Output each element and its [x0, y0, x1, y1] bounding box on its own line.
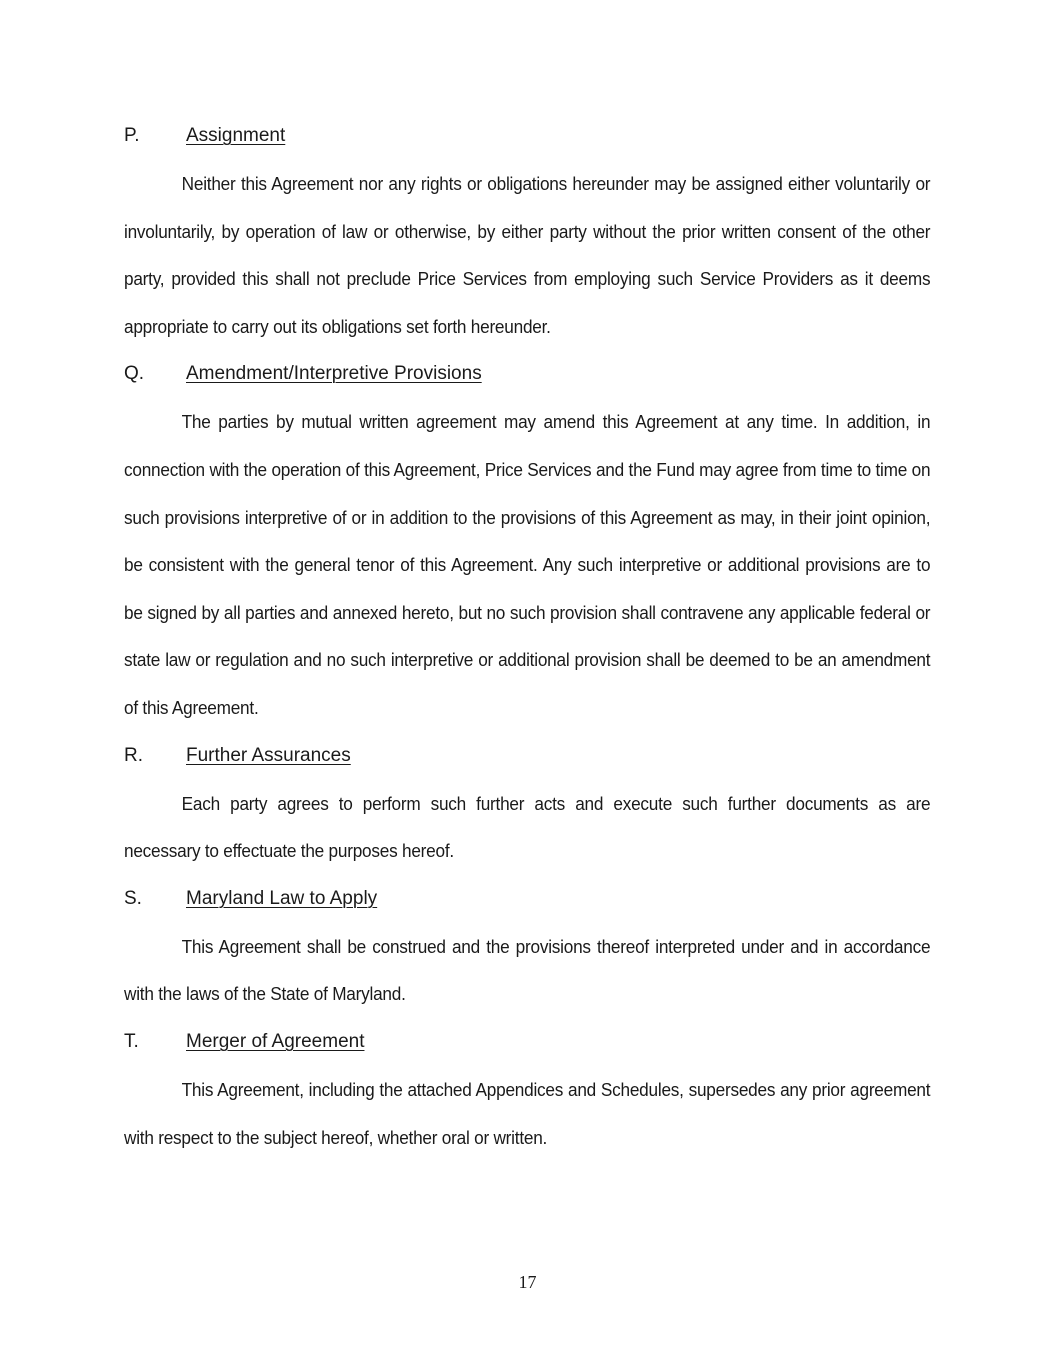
section-amendment	[124, 350, 931, 731]
section-assignment	[124, 112, 931, 350]
page-number: 17	[518, 1272, 537, 1292]
section-body: Neither this Agreement nor any rights or obligations hereunder may be assigned either voluntarily or involuntarily, by operation of law or otherwise, by either party without the prior written consent of the other party, provided this shall not preclude Price Services from employing such Service Providers as it deems appropriate to carry out its obligations set forth hereunder.	[124, 173, 931, 337]
section-body: Each party agrees to perform such further acts and execute such further documents as are necessary to effectuate the purposes hereof.	[124, 792, 931, 862]
section-heading	[124, 732, 931, 780]
section-title: Further Assurances	[186, 744, 351, 766]
section-heading	[124, 350, 931, 398]
section-further-assurances	[124, 732, 931, 875]
section-body: The parties by mutual written agreement may amend this Agreement at any time. In addition, in connection with the operation of this Agreement, Price Services and the Fund may agree from time to time on such provisions interpretive of or in addition to the provisions of this Agreement as may, in their joint opinion, be consistent with the general tenor of this Agreement. Any such interpretive or additional provisions are to be signed by all parties and annexed hereto, but no such provision shall contravene any applicable federal or state law or regulation and no such interpretive or additional provision shall be deemed to be an amendment of this Agreement.	[124, 411, 931, 718]
section-letter: Q.	[124, 363, 145, 385]
section-body: This Agreement shall be construed and the provisions thereof interpreted under and in accordance with the laws of the State of Maryland.	[124, 935, 931, 1005]
section-title: Maryland Law to Apply	[186, 887, 378, 909]
section-heading	[124, 875, 931, 923]
section-body: This Agreement, including the attached Appendices and Schedules, supersedes any prior agreement with respect to the subject hereof, whether oral or written.	[124, 1078, 931, 1148]
section-letter: T.	[124, 1030, 139, 1052]
document-page	[124, 112, 931, 1161]
section-maryland-law	[124, 875, 931, 1018]
section-heading	[124, 112, 931, 160]
section-title: Merger of Agreement	[186, 1030, 365, 1052]
section-letter: P.	[124, 125, 140, 146]
section-title: Assignment	[186, 125, 286, 146]
section-heading	[124, 1018, 931, 1066]
section-title: Amendment/Interpretive Provisions	[186, 363, 482, 385]
section-merger	[124, 1018, 931, 1161]
section-letter: R.	[124, 744, 143, 766]
section-letter: S.	[124, 887, 142, 909]
